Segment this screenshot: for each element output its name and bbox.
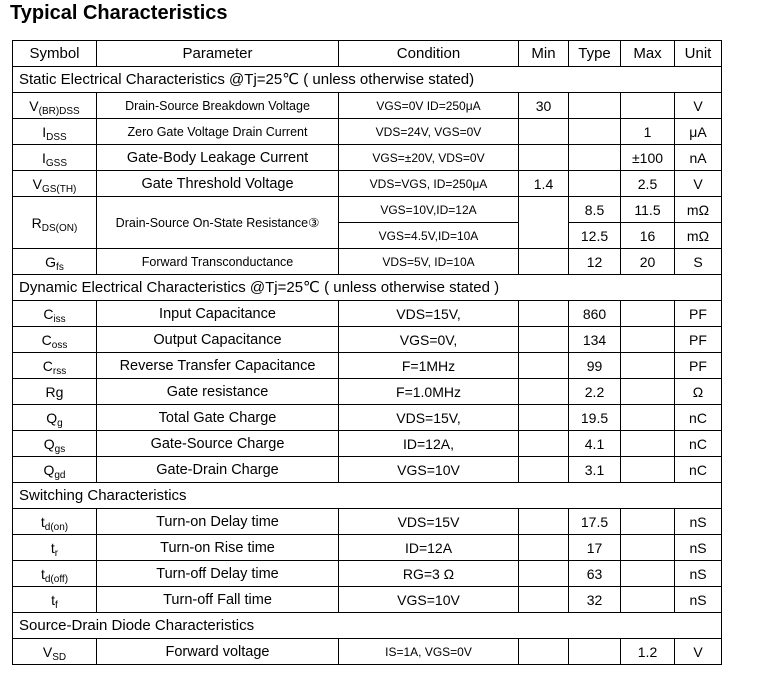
typ-cell [569, 119, 621, 145]
typ-cell [569, 145, 621, 171]
unit-cell: mΩ [675, 197, 722, 223]
parameter-cell: Reverse Transfer Capacitance [97, 353, 339, 379]
parameter-cell: Gate resistance [97, 379, 339, 405]
min-cell [519, 457, 569, 483]
typ-cell: 17 [569, 535, 621, 561]
unit-cell: PF [675, 301, 722, 327]
parameter-cell: Drain-Source On-State Resistance③ [97, 197, 339, 249]
max-cell [621, 353, 675, 379]
typ-cell [569, 93, 621, 119]
page-title: Typical Characteristics [10, 2, 228, 24]
symbol-cell: $G_{fs}$ [13, 249, 97, 275]
min-cell [519, 353, 569, 379]
condition-cell: ID=12A, [339, 431, 519, 457]
header-condition: Condition [339, 41, 519, 67]
max-cell: 20 [621, 249, 675, 275]
unit-cell: nS [675, 561, 722, 587]
header-parameter: Parameter [97, 41, 339, 67]
header-typ: Typе [569, 41, 621, 67]
parameter-cell: Gate-Body Leakage Current [97, 145, 339, 171]
max-cell: ±100 [621, 145, 675, 171]
condition-cell: IS=1A, VGS=0V [339, 639, 519, 665]
min-cell [519, 301, 569, 327]
table-row [13, 379, 722, 405]
symbol-cell: $I_{DSS}$ [13, 119, 97, 145]
symbol-cell: $t_r$ [13, 535, 97, 561]
table-row [13, 535, 722, 561]
parameter-cell: Forward Transconductance [97, 249, 339, 275]
section-row [13, 613, 722, 639]
condition-cell: F=1MHz [339, 353, 519, 379]
max-cell [621, 457, 675, 483]
unit-cell: nS [675, 509, 722, 535]
typ-cell: 32 [569, 587, 621, 613]
typ-cell [569, 171, 621, 197]
min-cell [519, 249, 569, 275]
unit-cell: nS [675, 535, 722, 561]
parameter-cell: Total Gate Charge [97, 405, 339, 431]
max-cell [621, 379, 675, 405]
max-cell: 1 [621, 119, 675, 145]
section-switching: Switching Characteristics [13, 483, 722, 509]
max-cell: 1.2 [621, 639, 675, 665]
unit-cell: PF [675, 353, 722, 379]
table-row [13, 405, 722, 431]
max-cell [621, 301, 675, 327]
condition-cell: VDS=VGS, ID=250μA [339, 171, 519, 197]
parameter-cell: Drain-Source Breakdown Voltage [97, 93, 339, 119]
parameter-cell: Gate-Drain Charge [97, 457, 339, 483]
min-cell [519, 509, 569, 535]
min-cell [519, 561, 569, 587]
parameter-cell: Zero Gate Voltage Drain Current [97, 119, 339, 145]
unit-cell: μA [675, 119, 722, 145]
max-cell: 16 [621, 223, 675, 249]
typ-cell: 63 [569, 561, 621, 587]
condition-cell: VGS=±20V, VDS=0V [339, 145, 519, 171]
symbol-cell: $R_{DS(ON)}$ [13, 197, 97, 249]
symbol-cell: $C_{rss}$ [13, 353, 97, 379]
condition-cell: VDS=15V, [339, 405, 519, 431]
condition-cell: VDS=15V, [339, 301, 519, 327]
header-max: Max [621, 41, 675, 67]
characteristics-table [12, 40, 722, 665]
typ-cell: 17.5 [569, 509, 621, 535]
max-cell: 2.5 [621, 171, 675, 197]
unit-cell: V [675, 93, 722, 119]
symbol-cell: $C_{iss}$ [13, 301, 97, 327]
table-row [13, 509, 722, 535]
typ-cell [569, 639, 621, 665]
unit-cell: nC [675, 457, 722, 483]
max-cell [621, 509, 675, 535]
symbol-cell: $V_{SD}$ [13, 639, 97, 665]
symbol-cell: $V_{GS(TH)}$ [13, 171, 97, 197]
parameter-cell: Turn-off Delay time [97, 561, 339, 587]
parameter-cell: Input Capacitance [97, 301, 339, 327]
header-row [13, 41, 722, 67]
table-row [13, 93, 722, 119]
condition-cell: VGS=4.5V,ID=10A [339, 223, 519, 249]
min-cell [519, 379, 569, 405]
condition-cell: VGS=0V, [339, 327, 519, 353]
condition-cell: RG=3 Ω [339, 561, 519, 587]
typ-cell: 8.5 [569, 197, 621, 223]
table-row [13, 171, 722, 197]
symbol-cell: Rg [13, 379, 97, 405]
section-row [13, 483, 722, 509]
typ-cell: 12 [569, 249, 621, 275]
typ-cell: 2.2 [569, 379, 621, 405]
unit-cell: nC [675, 405, 722, 431]
unit-cell: Ω [675, 379, 722, 405]
condition-cell: VGS=10V [339, 457, 519, 483]
unit-cell: nC [675, 431, 722, 457]
condition-cell: VDS=15V [339, 509, 519, 535]
max-cell [621, 327, 675, 353]
max-cell [621, 405, 675, 431]
condition-cell: VDS=5V, ID=10A [339, 249, 519, 275]
symbol-cell: $Q_{gd}$ [13, 457, 97, 483]
min-cell [519, 405, 569, 431]
symbol-cell: $t_f$ [13, 587, 97, 613]
max-cell [621, 561, 675, 587]
min-cell [519, 197, 569, 249]
symbol-cell: $C_{oss}$ [13, 327, 97, 353]
min-cell [519, 535, 569, 561]
parameter-cell: Output Capacitance [97, 327, 339, 353]
parameter-cell: Turn-on Rise time [97, 535, 339, 561]
table-row [13, 457, 722, 483]
unit-cell: V [675, 171, 722, 197]
typ-cell: 99 [569, 353, 621, 379]
section-diode: Source-Drain Diode Characteristics [13, 613, 722, 639]
header-unit: Unit [675, 41, 722, 67]
table-row [13, 145, 722, 171]
condition-cell: VGS=10V [339, 587, 519, 613]
table-row [13, 587, 722, 613]
min-cell [519, 327, 569, 353]
typ-cell: 860 [569, 301, 621, 327]
min-cell [519, 639, 569, 665]
parameter-cell: Gate-Source Charge [97, 431, 339, 457]
symbol-cell: $t_{d(on)}$ [13, 509, 97, 535]
unit-cell: nA [675, 145, 722, 171]
condition-cell: VGS=0V ID=250μA [339, 93, 519, 119]
parameter-cell: Turn-on Delay time [97, 509, 339, 535]
unit-cell: V [675, 639, 722, 665]
condition-cell: VDS=24V, VGS=0V [339, 119, 519, 145]
min-cell [519, 119, 569, 145]
unit-cell: PF [675, 327, 722, 353]
parameter-cell: Turn-off Fall time [97, 587, 339, 613]
condition-cell: F=1.0MHz [339, 379, 519, 405]
max-cell [621, 431, 675, 457]
max-cell [621, 587, 675, 613]
table-row [13, 327, 722, 353]
min-cell: 30 [519, 93, 569, 119]
typ-cell: 3.1 [569, 457, 621, 483]
table-row [13, 353, 722, 379]
section-dynamic: Dynamic Electrical Characteristics @Tj=25℃ ( unless otherwise stated ) [13, 275, 722, 301]
symbol-cell: $Q_g$ [13, 405, 97, 431]
unit-cell: mΩ [675, 223, 722, 249]
symbol-cell: $V_{(BR)DSS}$ [13, 93, 97, 119]
parameter-cell: Forward voltage [97, 639, 339, 665]
section-static: Static Electrical Characteristics @Tj=25℃ ( unless otherwise stated) [13, 67, 722, 93]
parameter-cell: Gate Threshold Voltage [97, 171, 339, 197]
table-row [13, 639, 722, 665]
table-row [13, 249, 722, 275]
header-min: Min [519, 41, 569, 67]
min-cell [519, 145, 569, 171]
symbol-cell: $t_{d(off)}$ [13, 561, 97, 587]
typ-cell: 134 [569, 327, 621, 353]
min-cell: 1.4 [519, 171, 569, 197]
unit-cell: S [675, 249, 722, 275]
condition-cell: VGS=10V,ID=12A [339, 197, 519, 223]
symbol-cell: $Q_{gs}$ [13, 431, 97, 457]
max-cell: 11.5 [621, 197, 675, 223]
typ-cell: 12.5 [569, 223, 621, 249]
table-row [13, 119, 722, 145]
min-cell [519, 431, 569, 457]
table-row [13, 301, 722, 327]
table-row [13, 197, 722, 223]
condition-cell: ID=12A [339, 535, 519, 561]
unit-cell: nS [675, 587, 722, 613]
section-row [13, 67, 722, 93]
section-row [13, 275, 722, 301]
header-symbol: Symbol [13, 41, 97, 67]
table-row [13, 431, 722, 457]
max-cell [621, 535, 675, 561]
typ-cell: 19.5 [569, 405, 621, 431]
max-cell [621, 93, 675, 119]
symbol-cell: $I_{GSS}$ [13, 145, 97, 171]
table-row [13, 561, 722, 587]
min-cell [519, 587, 569, 613]
typ-cell: 4.1 [569, 431, 621, 457]
